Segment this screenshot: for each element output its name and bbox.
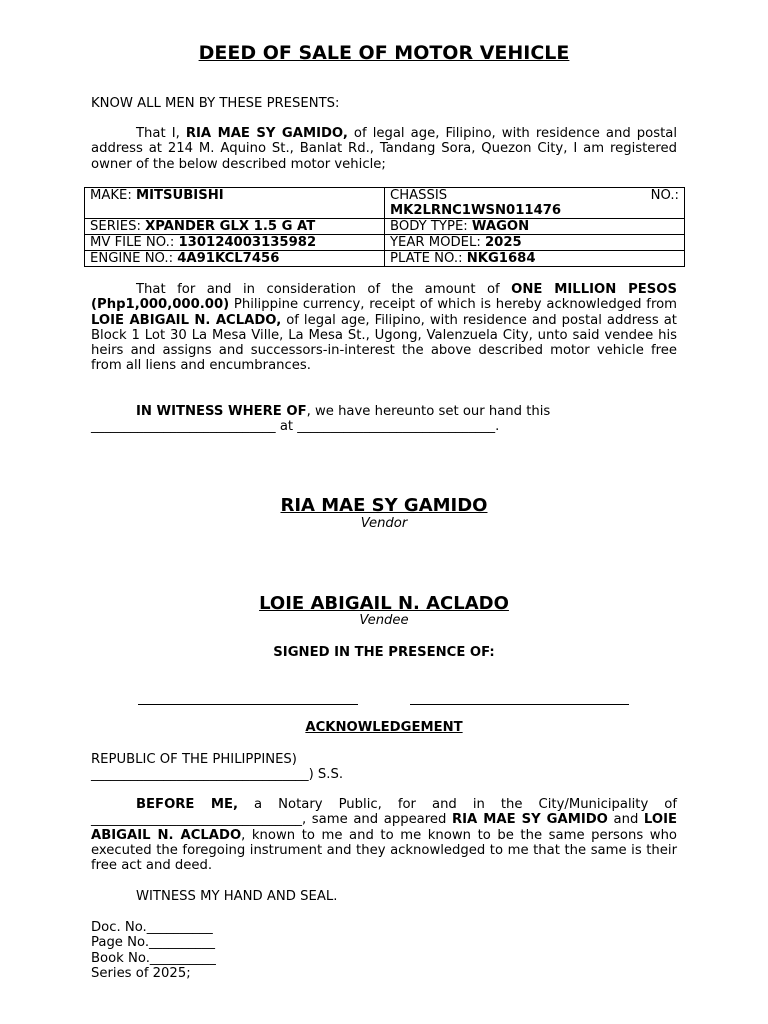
vendor-signature-name: RIA MAE SY GAMIDO bbox=[280, 495, 488, 516]
plate-cell: PLATE NO.: NKG1684 bbox=[385, 251, 685, 267]
document-title: DEED OF SALE OF MOTOR VEHICLE bbox=[198, 42, 570, 64]
acknowledgement-heading: ACKNOWLEDGEMENT bbox=[305, 720, 463, 735]
body-type-cell: BODY TYPE: WAGON bbox=[385, 219, 685, 235]
series-cell: SERIES: XPANDER GLX 1.5 G AT bbox=[85, 219, 385, 235]
vendor-role: Vendor bbox=[360, 516, 408, 531]
vendee-role: Vendee bbox=[359, 613, 409, 628]
doc-no: Doc. No.__________ bbox=[91, 920, 213, 935]
intro-text: KNOW ALL MEN BY THESE PRESENTS: bbox=[91, 96, 340, 111]
notary-paragraph: BEFORE ME, a Notary Public, for and in the City/Municipality of ________________________________, same and appeared RIA MAE SY GAMIDO and LOIE ABIGAIL N. ACLADO, known to me and to me known to be the same persons who executed the foregoing instrument and they acknowledged to me that the same is their free act and deed. bbox=[91, 797, 677, 874]
make-cell: MAKE: MITSUBISHI bbox=[85, 188, 385, 219]
text: That I, bbox=[136, 126, 186, 141]
series-year: Series of 2025; bbox=[91, 965, 191, 981]
mv-file-cell: MV FILE NO.: 130124003135982 bbox=[85, 235, 385, 251]
signed-presence-heading: SIGNED IN THE PRESENCE OF: bbox=[273, 645, 495, 660]
witness-paragraph: IN WITNESS WHERE OF, we have hereunto set our hand this ____________________________ at ______________________________. bbox=[91, 404, 551, 435]
page-no: Page No.__________ bbox=[91, 935, 215, 951]
doc-info bbox=[91, 920, 216, 981]
vendor-name-inline: RIA MAE SY GAMIDO, bbox=[185, 126, 348, 141]
witness-signature-line-1 bbox=[138, 704, 358, 705]
text: of legal age, Filipino, with residence and postal address at 214 M. Aquino St., Banlat Rd., Tandang Sora, Quezon City, I am registered owner of the below described motor vehicle; bbox=[91, 126, 677, 172]
consideration-paragraph: That for and in consideration of the amount of ONE MILLION PESOS (Php1,000,000.00) Philippine currency, receipt of which is hereby acknowledged from LOIE ABIGAIL N. ACLADO, of legal age, Filipino, with residence and postal address at Block 1 Lot 30 La Mesa Ville, La Mesa St., Ugong, Valenzuela City, unto said vendee his heirs and assigns and successors-in-interest the above described motor vehicle free from all liens and encumbrances. bbox=[91, 282, 677, 374]
vendor-paragraph bbox=[91, 126, 677, 172]
engine-cell: ENGINE NO.: 4A91KCL7456 bbox=[85, 251, 385, 267]
witness-signature-line-2 bbox=[410, 704, 629, 705]
vendee-signature-name: LOIE ABIGAIL N. ACLADO bbox=[259, 593, 509, 614]
ss-line: _________________________________) S.S. bbox=[91, 767, 344, 782]
book-no: Book No.__________ bbox=[91, 950, 216, 966]
witness-hand-seal: WITNESS MY HAND AND SEAL. bbox=[136, 889, 338, 904]
republic-text: REPUBLIC OF THE PHILIPPINES) bbox=[91, 752, 297, 767]
year-model-cell: YEAR MODEL: 2025 bbox=[385, 235, 685, 251]
chassis-cell: CHASSIS NO.: MK2LRNC1WSN011476 bbox=[385, 188, 685, 219]
vehicle-table bbox=[84, 187, 685, 267]
